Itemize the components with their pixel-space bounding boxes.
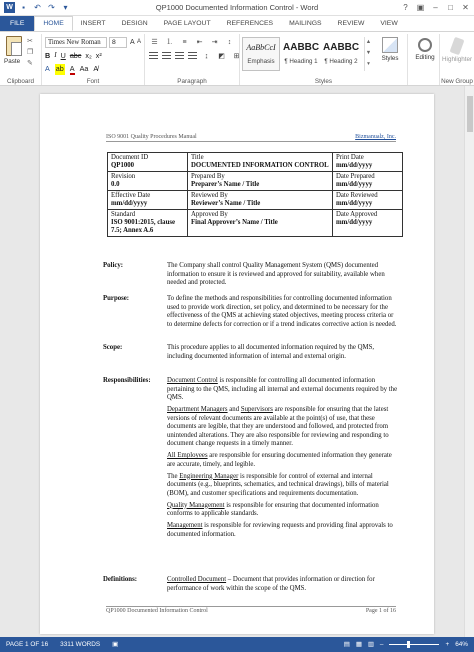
zoom-out-icon[interactable]: – xyxy=(379,641,384,648)
tab-mailings[interactable]: MAILINGS xyxy=(289,20,322,27)
highlighter-label: Highlighter xyxy=(442,56,473,63)
styles-scroll[interactable] xyxy=(364,37,372,71)
paragraph-group xyxy=(145,34,240,85)
list-item: Department Managers and Supervisors are responsible for ensuring that the latest versions of relevant documents are available at the point(s) of use, that these documents are legible, that they are understood and followed, and protected from unintended alterations. They are also responsible for reviewing and responding to document change requests in a timely manner. xyxy=(167,406,389,447)
font-group-label: Font xyxy=(86,78,100,85)
list-item: Document Control is responsible for controlling all documented information pertaining to the QMS, including all internal and external documents required by the QMS. xyxy=(167,377,398,401)
cut-icon[interactable]: ✂ xyxy=(27,38,33,45)
table-cell: Document ID QP1000 xyxy=(108,153,188,172)
header-right-link[interactable]: Bizmanualz, Inc. xyxy=(355,134,396,140)
title-bar xyxy=(0,0,474,16)
ribbon xyxy=(0,31,474,86)
styles-group xyxy=(240,34,408,85)
ribbon-display-icon[interactable]: ▣ xyxy=(416,3,425,12)
tab-insert[interactable]: INSERT xyxy=(80,20,106,27)
document-control-table xyxy=(107,152,403,237)
font-color-row xyxy=(45,64,98,75)
page-count[interactable]: PAGE 1 OF 16 xyxy=(6,641,49,648)
font-name-select[interactable]: Times New Roman xyxy=(45,37,107,48)
scope-term: Scope: xyxy=(103,344,123,351)
header-left: ISO 9001 Quality Procedures Manual xyxy=(106,134,197,140)
close-icon[interactable]: ✕ xyxy=(462,3,469,12)
find-icon xyxy=(418,38,432,52)
purpose-term: Purpose: xyxy=(103,295,130,302)
bold-icon[interactable]: B xyxy=(45,51,51,60)
table-row xyxy=(108,153,403,172)
table-cell: Standard ISO 9001:2015, clause 7.5; Annex A.6 xyxy=(108,210,188,237)
strikethrough-icon[interactable]: abc xyxy=(69,51,82,60)
more-styles-icon[interactable]: ▾ xyxy=(367,61,370,67)
print-layout-icon[interactable]: ▦ xyxy=(355,641,362,648)
word-logo-icon[interactable]: W xyxy=(4,2,15,13)
table-cell: Date Approved mm/dd/yyyy xyxy=(333,210,403,237)
redo-icon[interactable]: ↷ xyxy=(48,3,55,12)
align-left-icon[interactable] xyxy=(149,52,158,61)
maximize-icon[interactable]: □ xyxy=(448,3,453,12)
styles-icon xyxy=(382,37,398,53)
style-heading-1[interactable] xyxy=(282,37,320,71)
numbering-icon[interactable]: ⒈ xyxy=(166,39,173,46)
table-cell: Revision 0.0 xyxy=(108,172,188,191)
responsibilities-body xyxy=(167,377,399,543)
clipboard-group-label: Clipboard xyxy=(7,78,34,85)
document-page[interactable] xyxy=(40,94,434,634)
style-emphasis[interactable] xyxy=(242,37,280,71)
font-color-icon[interactable]: A xyxy=(69,64,75,73)
zoom-slider[interactable] xyxy=(389,644,439,645)
tab-design[interactable]: DESIGN xyxy=(121,20,148,27)
paste-icon[interactable] xyxy=(6,36,22,56)
editing-button[interactable] xyxy=(411,38,439,61)
list-item: Management is responsible for reviewing requests and providing final approvals to documented information. xyxy=(167,522,393,538)
customize-toolbar-icon[interactable]: ▾ xyxy=(63,3,68,12)
status-bar xyxy=(0,637,474,652)
table-cell: Reviewed By Reviewer’s Name / Title xyxy=(188,191,333,210)
highlighter-button[interactable] xyxy=(442,38,472,63)
tab-review[interactable]: REVIEW xyxy=(337,20,365,27)
responsibilities-term: Responsibilities: xyxy=(103,377,151,384)
tab-view[interactable]: VIEW xyxy=(380,20,398,27)
tab-home[interactable]: HOME xyxy=(34,16,72,31)
minimize-icon[interactable]: – xyxy=(433,3,438,12)
sort-icon[interactable]: ↕ xyxy=(227,39,232,46)
vertical-scrollbar[interactable] xyxy=(464,86,474,637)
table-cell: Print Date mm/dd/yyyy xyxy=(333,153,403,172)
borders-icon[interactable]: ⊞ xyxy=(233,53,240,60)
style-sample: AABBC xyxy=(323,42,360,53)
chevron-down-icon[interactable]: ▼ xyxy=(365,50,372,56)
word-count[interactable]: 3311 WORDS xyxy=(60,641,101,648)
style-heading-2[interactable] xyxy=(322,37,360,71)
text-effects-icon[interactable]: A xyxy=(45,64,50,73)
highlighter-icon xyxy=(450,37,465,55)
table-row xyxy=(108,210,403,237)
table-row xyxy=(108,191,403,210)
shading-icon[interactable]: ◩ xyxy=(218,53,225,60)
chevron-up-icon[interactable]: ▲ xyxy=(365,39,372,45)
decrease-indent-icon[interactable]: ⇤ xyxy=(196,39,203,46)
window-title: QP1000 Documented Information Control - Word xyxy=(155,3,319,12)
style-name: ¶ Heading 2 xyxy=(324,58,358,65)
font-format-row xyxy=(45,51,102,60)
justify-icon[interactable] xyxy=(188,52,197,61)
zoom-level[interactable]: 64% xyxy=(455,641,468,648)
page-footer xyxy=(106,606,396,615)
table-cell: Effective Date mm/dd/yyyy xyxy=(108,191,188,210)
tab-references[interactable]: REFERENCES xyxy=(226,20,274,27)
multilevel-list-icon[interactable]: ≡ xyxy=(182,39,187,46)
new-group xyxy=(440,34,474,85)
page-header xyxy=(106,134,396,142)
superscript-icon[interactable]: x² xyxy=(95,51,102,60)
table-cell: Approved By Final Approver’s Name / Title xyxy=(188,210,333,237)
table-cell: Date Reviewed mm/dd/yyyy xyxy=(333,191,403,210)
shrink-font-icon[interactable]: A xyxy=(137,39,142,45)
increase-indent-icon[interactable]: ⇥ xyxy=(211,39,218,46)
table-cell: Title DOCUMENTED INFORMATION CONTROL xyxy=(188,153,333,172)
footer-left: QP1000 Documented Information Control xyxy=(106,608,208,614)
align-row xyxy=(149,52,242,62)
editing-group xyxy=(408,34,440,85)
web-layout-icon[interactable]: ▥ xyxy=(367,641,374,648)
window-controls xyxy=(399,1,472,14)
purpose-text: To define the methods and responsibilities for controlling documented information used to provide work direction, set policy, and determined to be necessary for the effectiveness of the QMS at achieving stated objectives, meeting process criteria or to determine defects for correction or if a trend indicates corrective action is needed. xyxy=(167,295,397,328)
editing-label: Editing xyxy=(415,54,435,61)
list-row xyxy=(149,38,250,48)
bullets-icon[interactable]: ☰ xyxy=(151,39,158,46)
change-styles-button[interactable] xyxy=(376,37,404,77)
paragraph-group-label: Paragraph xyxy=(177,78,207,85)
table-cell: Date Prepared mm/dd/yyyy xyxy=(333,172,403,191)
ribbon-tabs xyxy=(0,16,474,31)
style-sample: AABBC xyxy=(283,42,320,53)
list-item: Quality Management is responsible for ensuring that documented information conforms to applicable standards. xyxy=(167,501,379,517)
proofing-icon[interactable]: ▣ xyxy=(112,641,119,648)
zoom-in-icon[interactable]: + xyxy=(445,641,450,648)
highlight-color-icon[interactable]: ab xyxy=(55,64,64,73)
document-area xyxy=(0,86,474,637)
subscript-icon[interactable]: x₂ xyxy=(85,51,92,60)
change-case-icon[interactable]: Aa xyxy=(79,64,89,73)
undo-icon[interactable]: ↶ xyxy=(34,3,41,12)
clipboard-group xyxy=(0,34,42,85)
change-styles-label: Styles xyxy=(381,55,399,62)
format-painter-icon[interactable]: ✎ xyxy=(27,60,33,67)
font-group xyxy=(42,34,145,85)
definitions-term: Definitions: xyxy=(103,576,137,583)
policy-text: The Company shall control Quality Management System (QMS) documented information to ensure it is reviewed and approved for suitability, available when needed and protected. xyxy=(167,262,385,286)
grow-font-icon[interactable]: A xyxy=(130,39,135,46)
table-cell: Prepared By Preparer’s Name / Title xyxy=(188,172,333,191)
policy-term: Policy: xyxy=(103,262,124,269)
scope-text: This procedure applies to all documented information required by the QMS, including documented information of internal and external origin. xyxy=(167,344,375,360)
paste-button[interactable]: Paste xyxy=(4,58,21,65)
save-icon[interactable]: ▪ xyxy=(22,3,25,12)
footer-page-number: Page 1 of 16 xyxy=(365,608,396,614)
zoom-slider-thumb[interactable] xyxy=(407,641,410,648)
tab-page-layout[interactable]: PAGE LAYOUT xyxy=(163,20,211,27)
line-spacing-icon[interactable]: ↨ xyxy=(204,53,209,60)
scrollbar-thumb[interactable] xyxy=(467,96,473,132)
new-group-label: New Group xyxy=(441,78,473,85)
italic-icon[interactable]: I xyxy=(54,51,57,59)
list-item: The Engineering Manager is responsible for control of external and internal documents (e.g., blueprints, schematics, and technical drawings), bills of material (BOM), and customer specifications and requirements documentation. xyxy=(167,472,389,497)
underline-icon[interactable]: U xyxy=(60,51,66,60)
table-row xyxy=(108,172,403,191)
read-mode-icon[interactable]: ▤ xyxy=(343,641,350,648)
font-size-select[interactable]: 8 xyxy=(109,37,127,48)
style-sample: AaBbCcI xyxy=(246,43,276,52)
help-icon[interactable]: ? xyxy=(403,3,408,12)
styles-group-label: Styles xyxy=(314,78,333,85)
clear-formatting-icon[interactable]: A̸ xyxy=(93,64,99,73)
align-right-icon[interactable] xyxy=(175,52,184,61)
list-item: All Employees are responsible for ensuring documented information they generate are accurate, timely, and legible. xyxy=(167,452,392,468)
copy-icon[interactable]: ❐ xyxy=(27,49,34,56)
style-name: ¶ Heading 1 xyxy=(284,58,318,65)
tab-file[interactable]: FILE xyxy=(0,16,34,31)
style-name: Emphasis xyxy=(247,58,275,65)
definitions-text: Controlled Document – Document that provides information or direction for performance of work within the scope of the QMS. xyxy=(167,576,375,592)
align-center-icon[interactable] xyxy=(162,52,171,61)
